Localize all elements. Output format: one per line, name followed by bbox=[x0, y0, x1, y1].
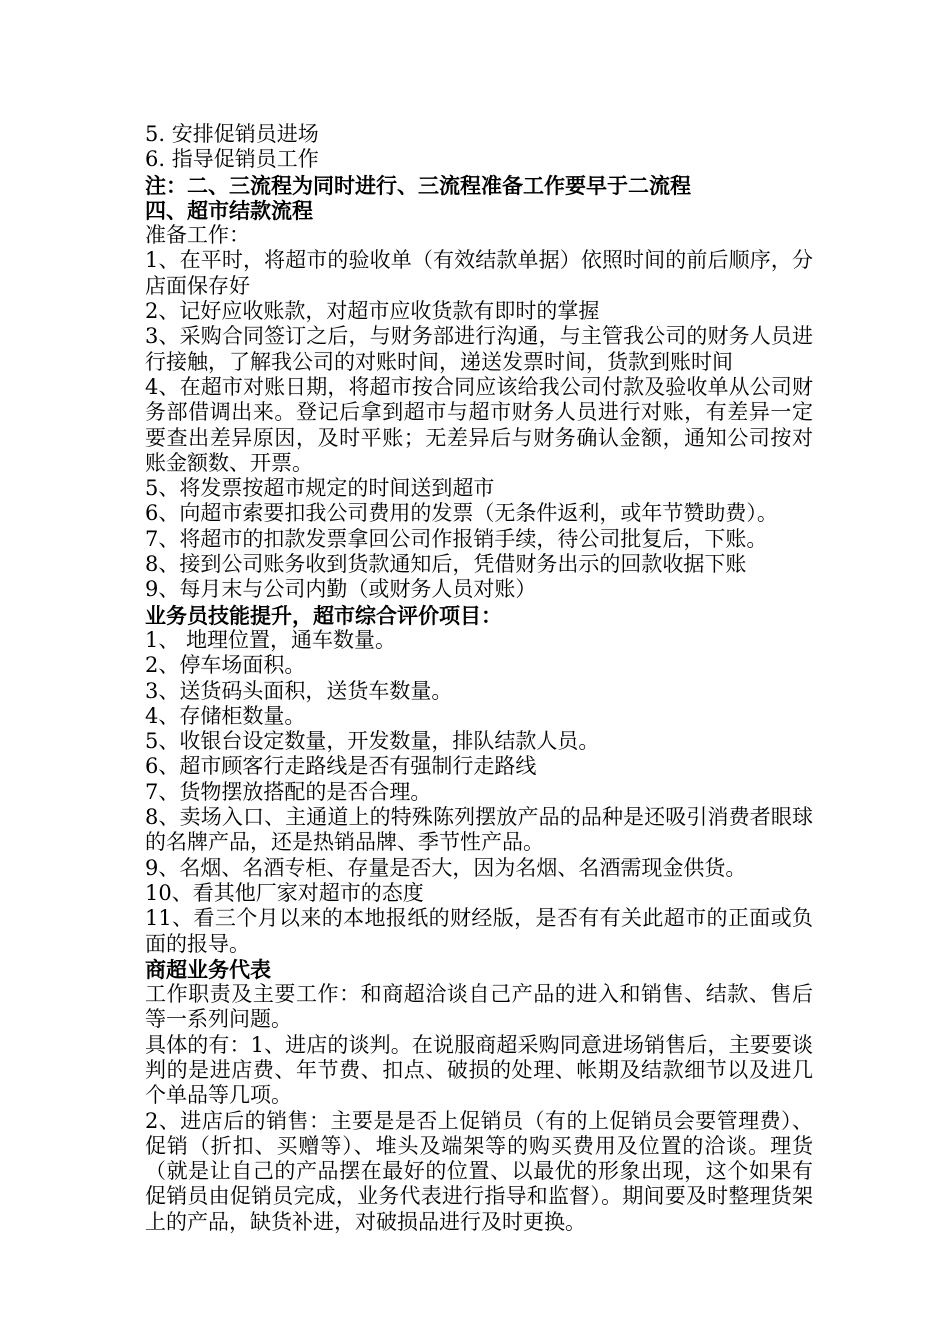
step-5-line: 5. 安排促销员进场 bbox=[145, 122, 319, 146]
evaluation-item-1: 1、 地理位置，通车数量。 bbox=[145, 627, 397, 652]
evaluation-item-10: 10、看其他厂家对超市的态度 bbox=[145, 880, 424, 905]
evaluation-item-3: 3、送货码头面积，送货车数量。 bbox=[145, 678, 453, 703]
evaluation-item-2: 2、停车场面积。 bbox=[145, 653, 306, 678]
details-paragraph-2: 2、进店后的销售：主要是是否上促销员（有的上促销员会要管理费）、促销（折扣、买赠等）、堆头及端架等的购买费用及位置的洽谈。理货（就是让自己的产品摆在最好的位置、以最优的形象出现，这个如果有促销员由促销员完成，业务代表进行指导和监督）。期间要及时整理货架上的产品，缺货补进，对破损品进行及时更换。 bbox=[145, 1108, 813, 1234]
settlement-item-2: 2、记好应收账款，对超市应收货款有即时的掌握 bbox=[145, 299, 600, 324]
details-paragraph-1: 具体的有：1、进店的谈判。在说服商超采购同意进场销售后，主要要谈判的是进店费、年节费、扣点、破损的处理、帐期及结款细节以及进几个单品等几项。 bbox=[145, 1032, 813, 1108]
evaluation-item-6: 6、超市顾客行走路线是否有强制行走路线 bbox=[145, 754, 537, 779]
note-line: 注：二、三流程为同时进行、三流程准备工作要早于二流程 bbox=[145, 172, 691, 198]
evaluation-item-8: 8、卖场入口、主通道上的特殊陈列摆放产品的品种是还吸引消费者眼球的名牌产品，还是热销品牌、季节性产品。 bbox=[145, 805, 813, 855]
evaluation-item-9: 9、名烟、名酒专柜、存量是否大，因为名烟、名酒需现金供货。 bbox=[145, 855, 747, 880]
section-heading-settlement: 四、超市结款流程 bbox=[145, 197, 313, 223]
settlement-item-6: 6、向超市索要扣我公司费用的发票（无条件返利，或年节赞助费）。 bbox=[145, 501, 778, 526]
settlement-item-9: 9、每月末与公司内勤（或财务人员对账） bbox=[145, 577, 537, 602]
preparation-label: 准备工作： bbox=[145, 223, 250, 248]
section-heading-evaluation: 业务员技能提升，超市综合评价项目： bbox=[145, 602, 502, 628]
settlement-item-8: 8、接到公司账务收到货款通知后，凭借财务出示的回款收据下账 bbox=[145, 552, 747, 577]
settlement-item-3: 3、采购合同签订之后，与财务部进行沟通，与主管我公司的财务人员进行接触，了解我公司的对账时间，递送发票时间，货款到账时间 bbox=[145, 324, 813, 374]
settlement-item-7: 7、将超市的扣款发票拿回公司作报销手续，待公司批复后，下账。 bbox=[145, 526, 768, 551]
duties-paragraph: 工作职责及主要工作：和商超洽谈自己产品的进入和销售、结款、售后等一系列问题。 bbox=[145, 982, 813, 1032]
document-body bbox=[145, 122, 813, 1235]
evaluation-item-11: 11、看三个月以来的本地报纸的财经版，是否有有关此超市的正面或负面的报导。 bbox=[145, 906, 813, 956]
evaluation-item-4: 4、存储柜数量。 bbox=[145, 703, 306, 728]
step-6-line: 6. 指导促销员工作 bbox=[145, 147, 319, 172]
section-heading-representative: 商超业务代表 bbox=[145, 956, 271, 982]
settlement-item-1: 1、在平时，将超市的验收单（有效结款单据）依照时间的前后顺序，分店面保存好 bbox=[145, 248, 813, 298]
evaluation-item-5: 5、收银台设定数量，开发数量，排队结款人员。 bbox=[145, 729, 600, 754]
settlement-item-4: 4、在超市对账日期，将超市按合同应该给我公司付款及验收单从公司财务部借调出来。登记后拿到超市与超市财务人员进行对账，有差异一定要查出差异原因，及时平账；无差异后与财务确认金额，通知公司按对账金额数、开票。 bbox=[145, 374, 813, 475]
evaluation-item-7: 7、货物摆放搭配的是否合理。 bbox=[145, 779, 432, 804]
settlement-item-5: 5、将发票按超市规定的时间送到超市 bbox=[145, 476, 495, 501]
